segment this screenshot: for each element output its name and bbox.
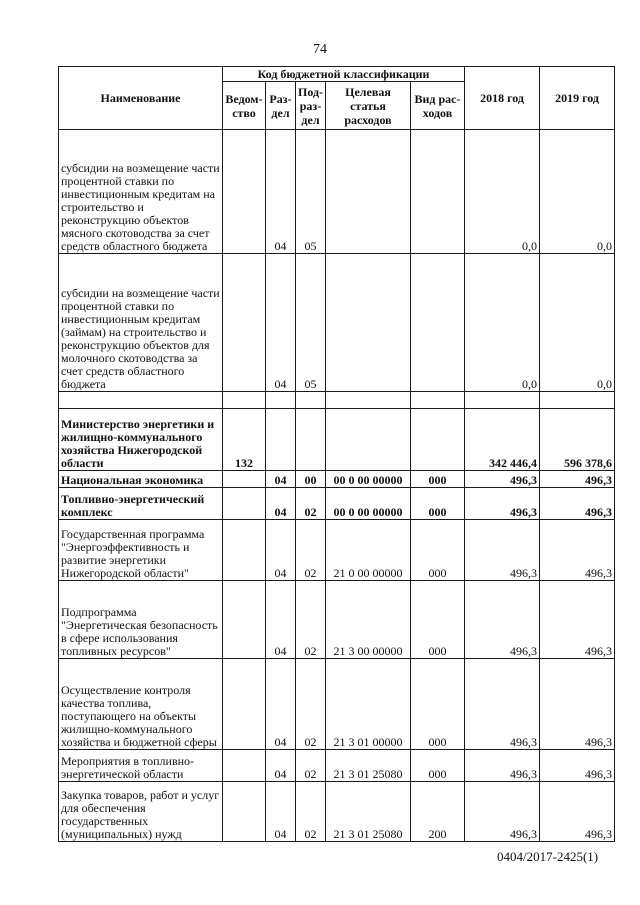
row-vedomstvo xyxy=(223,130,266,254)
row-target: 21 0 00 00000 xyxy=(326,520,411,581)
row-2018: 0,0 xyxy=(465,254,540,392)
budget-table xyxy=(58,66,615,842)
row-name: Закупка товаров, работ и услуг для обеспечения государственных (муниципальных) нужд xyxy=(59,782,223,842)
table-row xyxy=(59,520,615,581)
table-row xyxy=(59,659,615,750)
row-razdel: 04 xyxy=(266,581,296,659)
row-podrazdel: 02 xyxy=(296,488,326,520)
row-name: Государственная программа "Энергоэффективность и развитие энергетики Нижегородской области" xyxy=(59,520,223,581)
row-expense-type xyxy=(411,409,465,471)
row-vedomstvo xyxy=(223,581,266,659)
row-2018: 496,3 xyxy=(465,488,540,520)
header-razdel: Раз- дел xyxy=(266,82,296,130)
row-2018: 496,3 xyxy=(465,520,540,581)
row-2019: 496,3 xyxy=(540,520,615,581)
row-podrazdel xyxy=(296,409,326,471)
row-2019: 0,0 xyxy=(540,254,615,392)
page-number: 74 xyxy=(313,42,327,57)
row-2019: 496,3 xyxy=(540,659,615,750)
table-row xyxy=(59,488,615,520)
row-target: 21 3 01 00000 xyxy=(326,659,411,750)
spacer-row xyxy=(59,392,615,409)
row-name: Осуществление контроля качества топлива, поступающего на объекты жилищно-коммунального хозяйства и бюджетной сферы xyxy=(59,659,223,750)
row-podrazdel: 02 xyxy=(296,782,326,842)
row-target xyxy=(326,254,411,392)
row-vedomstvo xyxy=(223,750,266,782)
row-razdel: 04 xyxy=(266,782,296,842)
header-2018: 2018 год xyxy=(465,67,540,130)
row-2019: 0,0 xyxy=(540,130,615,254)
row-2018: 496,3 xyxy=(465,782,540,842)
row-podrazdel: 02 xyxy=(296,581,326,659)
row-2018: 342 446,4 xyxy=(465,409,540,471)
row-2018: 0,0 xyxy=(465,130,540,254)
row-vedomstvo xyxy=(223,254,266,392)
row-2019: 496,3 xyxy=(540,581,615,659)
table-row xyxy=(59,254,615,392)
row-target: 21 3 01 25080 xyxy=(326,750,411,782)
row-name: субсидии на возмещение части процентной ставки по инвестиционным кредитам (займам) на строительство и реконструкцию объектов для молочного скотоводства за счет средств областного бюджета xyxy=(59,254,223,392)
row-2019: 496,3 xyxy=(540,488,615,520)
row-name: субсидии на возмещение части процентной ставки по инвестиционным кредитам на строительство и реконструкцию объектов мясного скотоводства за счет средств областного бюджета xyxy=(59,130,223,254)
row-expense-type: 000 xyxy=(411,581,465,659)
row-expense-type: 000 xyxy=(411,520,465,581)
row-vedomstvo xyxy=(223,488,266,520)
row-expense-type: 000 xyxy=(411,659,465,750)
header-vedomstvo: Ведом- ство xyxy=(223,82,266,130)
table-row xyxy=(59,130,615,254)
row-podrazdel: 02 xyxy=(296,750,326,782)
row-vedomstvo xyxy=(223,659,266,750)
header-name: Наименование xyxy=(59,67,223,130)
row-podrazdel: 00 xyxy=(296,471,326,488)
table-row xyxy=(59,471,615,488)
row-2018: 496,3 xyxy=(465,750,540,782)
row-expense-type: 000 xyxy=(411,471,465,488)
row-vedomstvo xyxy=(223,782,266,842)
row-razdel: 04 xyxy=(266,659,296,750)
row-expense-type: 200 xyxy=(411,782,465,842)
row-vedomstvo xyxy=(223,520,266,581)
row-podrazdel: 05 xyxy=(296,130,326,254)
row-razdel: 04 xyxy=(266,750,296,782)
document-code: 0404/2017-2425(1) xyxy=(497,849,599,864)
row-name: Национальная экономика xyxy=(59,471,223,488)
row-name: Топливно-энергетический комплекс xyxy=(59,488,223,520)
row-2019: 596 378,6 xyxy=(540,409,615,471)
row-name: Подпрограмма "Энергетическая безопасность в сфере использования топливных ресурсов" xyxy=(59,581,223,659)
table-row xyxy=(59,409,615,471)
row-razdel: 04 xyxy=(266,471,296,488)
row-expense-type: 000 xyxy=(411,488,465,520)
row-2018: 496,3 xyxy=(465,581,540,659)
header-podrazdel: Под- раз- дел xyxy=(296,82,326,130)
row-2018: 496,3 xyxy=(465,471,540,488)
header-2019: 2019 год xyxy=(540,67,615,130)
row-podrazdel: 05 xyxy=(296,254,326,392)
row-vedomstvo: 132 xyxy=(223,409,266,471)
row-target: 21 3 01 25080 xyxy=(326,782,411,842)
row-target xyxy=(326,130,411,254)
row-2018: 496,3 xyxy=(465,659,540,750)
header-budget-classification: Код бюджетной классификации xyxy=(223,67,465,82)
table-row xyxy=(59,782,615,842)
row-target xyxy=(326,409,411,471)
row-target: 00 0 00 00000 xyxy=(326,488,411,520)
row-2019: 496,3 xyxy=(540,471,615,488)
row-expense-type xyxy=(411,254,465,392)
row-target: 00 0 00 00000 xyxy=(326,471,411,488)
row-podrazdel: 02 xyxy=(296,659,326,750)
header-target-article: Целевая статья расходов xyxy=(326,82,411,130)
row-vedomstvo xyxy=(223,471,266,488)
row-razdel: 04 xyxy=(266,130,296,254)
row-podrazdel: 02 xyxy=(296,520,326,581)
row-name: Мероприятия в топливно-энергетической области xyxy=(59,750,223,782)
row-razdel: 04 xyxy=(266,488,296,520)
row-2019: 496,3 xyxy=(540,750,615,782)
row-target: 21 3 00 00000 xyxy=(326,581,411,659)
row-2019: 496,3 xyxy=(540,782,615,842)
row-expense-type xyxy=(411,130,465,254)
row-razdel: 04 xyxy=(266,254,296,392)
header-expense-type: Вид рас- ходов xyxy=(411,82,465,130)
row-razdel: 04 xyxy=(266,520,296,581)
row-name: Министерство энергетики и жилищно-коммунального хозяйства Нижегородской области xyxy=(59,409,223,471)
row-razdel xyxy=(266,409,296,471)
row-expense-type: 000 xyxy=(411,750,465,782)
table-row xyxy=(59,750,615,782)
table-row xyxy=(59,581,615,659)
